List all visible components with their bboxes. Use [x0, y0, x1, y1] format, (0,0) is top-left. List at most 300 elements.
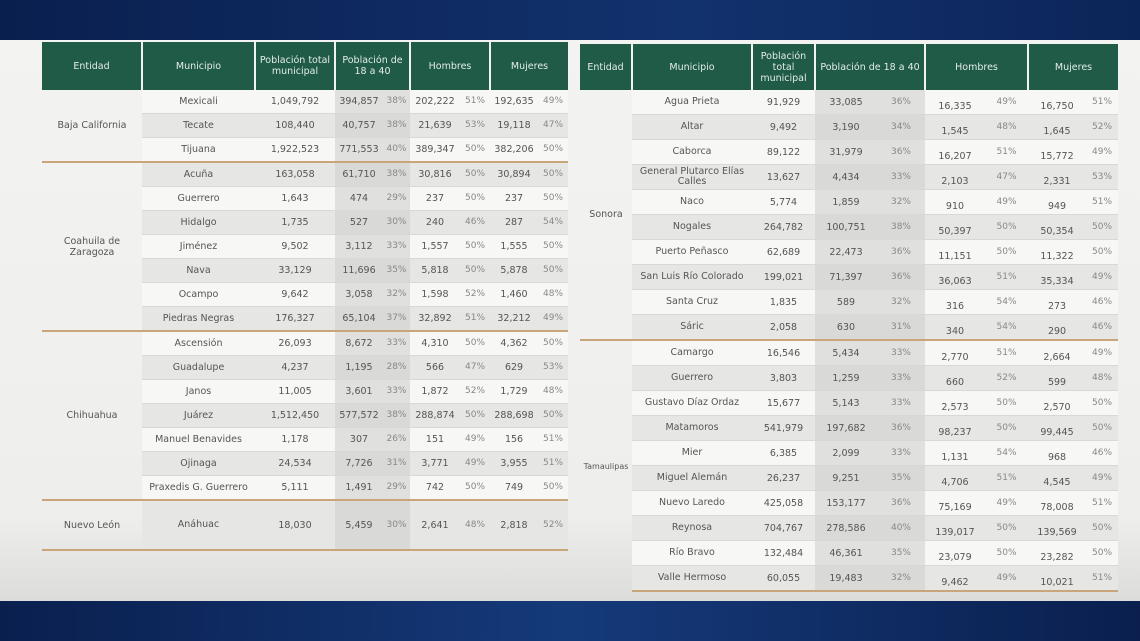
pct-hombres-cell: 49% — [460, 452, 490, 476]
mujeres-cell: 5,878 — [490, 259, 538, 283]
hombres-cell: 75,169 — [925, 491, 985, 516]
mujeres-cell: 4,362 — [490, 331, 538, 356]
poblacion-18-40-cell: 3,601 — [335, 380, 383, 404]
pct-hombres-cell: 49% — [985, 566, 1028, 592]
poblacion-18-40-cell: 33,085 — [815, 90, 877, 115]
pct-mujeres-cell: 48% — [538, 283, 568, 307]
pct-mujeres-cell: 48% — [1086, 366, 1118, 391]
table-row — [580, 90, 1118, 115]
municipio-cell: Jiménez — [142, 235, 255, 259]
hombres-cell: 910 — [925, 190, 985, 215]
pct-18-40-cell: 32% — [383, 283, 410, 307]
pct-18-40-cell: 32% — [877, 290, 925, 315]
hombres-cell: 1,557 — [410, 235, 460, 259]
municipio-cell: Guerrero — [632, 366, 752, 391]
pct-18-40-cell: 35% — [383, 259, 410, 283]
pct-hombres-cell: 52% — [460, 283, 490, 307]
municipio-cell: Manuel Benavides — [142, 428, 255, 452]
pct-mujeres-cell: 52% — [538, 500, 568, 550]
poblacion-total-cell: 1,049,792 — [255, 90, 335, 114]
poblacion-18-40-cell: 197,682 — [815, 416, 877, 441]
hombres-cell: 566 — [410, 356, 460, 380]
pct-hombres-cell: 53% — [460, 114, 490, 138]
hombres-cell: 16,207 — [925, 140, 985, 165]
municipio-cell: Mier — [632, 441, 752, 466]
hombres-cell: 742 — [410, 476, 460, 501]
table-row — [580, 290, 1118, 315]
mujeres-cell: 30,894 — [490, 162, 538, 187]
header-row — [580, 44, 1118, 90]
pct-18-40-cell: 35% — [877, 541, 925, 566]
poblacion-18-40-cell: 577,572 — [335, 404, 383, 428]
poblacion-total-cell: 264,782 — [752, 215, 815, 240]
poblacion-total-cell: 9,492 — [752, 115, 815, 140]
municipio-cell: Anáhuac — [142, 500, 255, 550]
municipio-cell: Guadalupe — [142, 356, 255, 380]
header-hombres: Hombres — [410, 42, 490, 90]
slide — [0, 40, 1140, 601]
pct-18-40-cell: 33% — [877, 441, 925, 466]
poblacion-18-40-cell: 771,553 — [335, 138, 383, 163]
municipio-cell: Puerto Peñasco — [632, 240, 752, 265]
municipio-cell: Agua Prieta — [632, 90, 752, 115]
pct-18-40-cell: 32% — [877, 566, 925, 592]
poblacion-total-cell: 13,627 — [752, 165, 815, 190]
pct-18-40-cell: 36% — [877, 90, 925, 115]
poblacion-total-cell: 62,689 — [752, 240, 815, 265]
poblacion-total-cell: 89,122 — [752, 140, 815, 165]
pct-mujeres-cell: 50% — [1086, 416, 1118, 441]
poblacion-total-cell: 1,178 — [255, 428, 335, 452]
poblacion-18-40-cell: 3,058 — [335, 283, 383, 307]
poblacion-total-cell: 2,058 — [752, 315, 815, 341]
pct-hombres-cell: 51% — [985, 265, 1028, 290]
poblacion-18-40-cell: 1,195 — [335, 356, 383, 380]
poblacion-total-cell: 9,642 — [255, 283, 335, 307]
pct-hombres-cell: 51% — [985, 140, 1028, 165]
pct-18-40-cell: 31% — [877, 315, 925, 341]
pct-18-40-cell: 38% — [383, 162, 410, 187]
municipio-cell: Santa Cruz — [632, 290, 752, 315]
poblacion-18-40-cell: 22,473 — [815, 240, 877, 265]
pct-mujeres-cell: 46% — [1086, 290, 1118, 315]
mujeres-cell: 139,569 — [1028, 516, 1086, 541]
table-row — [580, 541, 1118, 566]
pct-18-40-cell: 38% — [383, 90, 410, 114]
mujeres-cell: 11,322 — [1028, 240, 1086, 265]
poblacion-18-40-cell: 9,251 — [815, 466, 877, 491]
pct-hombres-cell: 50% — [460, 404, 490, 428]
pct-hombres-cell: 47% — [985, 165, 1028, 190]
pct-18-40-cell: 34% — [877, 115, 925, 140]
mujeres-cell: 35,334 — [1028, 265, 1086, 290]
municipio-cell: Reynosa — [632, 516, 752, 541]
table-row — [580, 115, 1118, 140]
poblacion-total-cell: 6,385 — [752, 441, 815, 466]
entidad-cell: Nuevo León — [42, 500, 142, 550]
municipio-cell: Sáric — [632, 315, 752, 341]
pct-hombres-cell: 50% — [985, 391, 1028, 416]
table-row — [580, 391, 1118, 416]
header-poblacion-18-40: Población de 18 a 40 — [335, 42, 410, 90]
poblacion-total-cell: 1,512,450 — [255, 404, 335, 428]
poblacion-18-40-cell: 100,751 — [815, 215, 877, 240]
pct-mujeres-cell: 50% — [538, 187, 568, 211]
pct-mujeres-cell: 50% — [538, 235, 568, 259]
pct-18-40-cell: 38% — [383, 404, 410, 428]
entidad-cell: Tamaulipas — [580, 340, 632, 591]
pct-hombres-cell: 54% — [985, 290, 1028, 315]
hombres-cell: 5,818 — [410, 259, 460, 283]
municipio-cell: San Luis Río Colorado — [632, 265, 752, 290]
pct-hombres-cell: 54% — [985, 441, 1028, 466]
table-row — [580, 466, 1118, 491]
poblacion-18-40-cell: 2,099 — [815, 441, 877, 466]
mujeres-cell: 19,118 — [490, 114, 538, 138]
poblacion-18-40-cell: 5,434 — [815, 340, 877, 366]
pct-18-40-cell: 37% — [383, 307, 410, 332]
pct-hombres-cell: 46% — [460, 211, 490, 235]
mujeres-cell: 2,570 — [1028, 391, 1086, 416]
mujeres-cell: 968 — [1028, 441, 1086, 466]
municipio-cell: Praxedis G. Guerrero — [142, 476, 255, 501]
table-row — [580, 366, 1118, 391]
pct-mujeres-cell: 50% — [538, 138, 568, 163]
pct-mujeres-cell: 53% — [1086, 165, 1118, 190]
table-row — [42, 162, 568, 187]
poblacion-total-cell: 26,093 — [255, 331, 335, 356]
table-row — [580, 516, 1118, 541]
mujeres-cell: 16,750 — [1028, 90, 1086, 115]
hombres-cell: 1,598 — [410, 283, 460, 307]
header-municipio: Municipio — [142, 42, 255, 90]
pct-hombres-cell: 51% — [460, 307, 490, 332]
hombres-cell: 237 — [410, 187, 460, 211]
entidad-cell: Baja California — [57, 120, 127, 131]
table-row — [580, 240, 1118, 265]
poblacion-total-cell: 132,484 — [752, 541, 815, 566]
hombres-cell: 21,639 — [410, 114, 460, 138]
pct-hombres-cell: 51% — [460, 90, 490, 114]
pct-hombres-cell: 47% — [460, 356, 490, 380]
poblacion-total-cell: 1,922,523 — [255, 138, 335, 163]
mujeres-cell: 23,282 — [1028, 541, 1086, 566]
header-poblacion-total: Población total municipal — [752, 44, 815, 90]
pct-hombres-cell: 54% — [985, 315, 1028, 341]
mujeres-cell: 382,206 — [490, 138, 538, 163]
pct-mujeres-cell: 50% — [538, 162, 568, 187]
mujeres-cell: 949 — [1028, 190, 1086, 215]
pct-18-40-cell: 40% — [383, 138, 410, 163]
hombres-cell: 240 — [410, 211, 460, 235]
pct-18-40-cell: 36% — [877, 240, 925, 265]
pct-mujeres-cell: 50% — [1086, 391, 1118, 416]
municipio-cell: Valle Hermoso — [632, 566, 752, 592]
pct-18-40-cell: 40% — [877, 516, 925, 541]
pct-mujeres-cell: 51% — [538, 428, 568, 452]
pct-hombres-cell: 50% — [985, 541, 1028, 566]
municipio-cell: Ocampo — [142, 283, 255, 307]
pct-hombres-cell: 51% — [985, 340, 1028, 366]
mujeres-cell: 4,545 — [1028, 466, 1086, 491]
mujeres-cell: 1,729 — [490, 380, 538, 404]
poblacion-total-cell: 3,803 — [752, 366, 815, 391]
mujeres-cell: 1,460 — [490, 283, 538, 307]
municipio-cell: Altar — [632, 115, 752, 140]
municipio-cell: General Plutarco Elías Calles — [632, 165, 752, 190]
pct-hombres-cell: 48% — [985, 115, 1028, 140]
mujeres-cell: 192,635 — [490, 90, 538, 114]
pct-mujeres-cell: 50% — [1086, 215, 1118, 240]
header-row — [42, 42, 568, 90]
pct-mujeres-cell: 52% — [1086, 115, 1118, 140]
poblacion-total-cell: 704,767 — [752, 516, 815, 541]
poblacion-18-40-cell: 307 — [335, 428, 383, 452]
poblacion-18-40-cell: 1,259 — [815, 366, 877, 391]
hombres-cell: 1,131 — [925, 441, 985, 466]
pct-18-40-cell: 30% — [383, 500, 410, 550]
poblacion-total-cell: 4,237 — [255, 356, 335, 380]
hombres-cell: 4,310 — [410, 331, 460, 356]
poblacion-total-cell: 108,440 — [255, 114, 335, 138]
mujeres-cell: 1,645 — [1028, 115, 1086, 140]
poblacion-total-cell: 18,030 — [255, 500, 335, 550]
poblacion-18-40-cell: 4,434 — [815, 165, 877, 190]
hombres-cell: 32,892 — [410, 307, 460, 332]
mujeres-cell: 1,555 — [490, 235, 538, 259]
poblacion-total-cell: 9,502 — [255, 235, 335, 259]
poblacion-18-40-cell: 11,696 — [335, 259, 383, 283]
hombres-cell: 2,573 — [925, 391, 985, 416]
municipio-cell: Juárez — [142, 404, 255, 428]
pct-18-40-cell: 33% — [383, 331, 410, 356]
mujeres-cell: 99,445 — [1028, 416, 1086, 441]
table-row — [580, 441, 1118, 466]
hombres-cell: 9,462 — [925, 566, 985, 592]
pct-mujeres-cell: 51% — [538, 452, 568, 476]
poblacion-18-40-cell: 589 — [815, 290, 877, 315]
table-row — [580, 215, 1118, 240]
pct-hombres-cell: 50% — [985, 215, 1028, 240]
mujeres-cell: 3,955 — [490, 452, 538, 476]
pct-18-40-cell: 38% — [383, 114, 410, 138]
pct-hombres-cell: 50% — [985, 416, 1028, 441]
poblacion-total-cell: 91,929 — [752, 90, 815, 115]
pct-18-40-cell: 36% — [877, 491, 925, 516]
mujeres-cell: 2,818 — [490, 500, 538, 550]
poblacion-total-cell: 199,021 — [752, 265, 815, 290]
pct-mujeres-cell: 51% — [1086, 491, 1118, 516]
pct-hombres-cell: 49% — [460, 428, 490, 452]
municipio-cell: Hidalgo — [142, 211, 255, 235]
poblacion-18-40-cell: 474 — [335, 187, 383, 211]
pct-mujeres-cell: 48% — [538, 380, 568, 404]
mujeres-cell: 50,354 — [1028, 215, 1086, 240]
hombres-cell: 660 — [925, 366, 985, 391]
poblacion-18-40-cell: 8,672 — [335, 331, 383, 356]
header-poblacion-18-40: Población de 18 a 40 — [815, 44, 925, 90]
pct-mujeres-cell: 46% — [1086, 315, 1118, 341]
poblacion-total-cell: 176,327 — [255, 307, 335, 332]
pct-hombres-cell: 49% — [985, 90, 1028, 115]
municipio-cell: Río Bravo — [632, 541, 752, 566]
pct-mujeres-cell: 47% — [538, 114, 568, 138]
header-entidad: Entidad — [580, 44, 632, 90]
mujeres-cell: 287 — [490, 211, 538, 235]
pct-18-40-cell: 29% — [383, 476, 410, 501]
municipio-cell: Ascensión — [142, 331, 255, 356]
mujeres-cell: 10,021 — [1028, 566, 1086, 592]
poblacion-total-cell: 33,129 — [255, 259, 335, 283]
pct-mujeres-cell: 51% — [1086, 90, 1118, 115]
municipio-cell: Guerrero — [142, 187, 255, 211]
mujeres-cell: 237 — [490, 187, 538, 211]
pct-hombres-cell: 51% — [985, 466, 1028, 491]
hombres-cell: 340 — [925, 315, 985, 341]
poblacion-total-cell: 425,058 — [752, 491, 815, 516]
poblacion-18-40-cell: 278,586 — [815, 516, 877, 541]
pct-mujeres-cell: 53% — [538, 356, 568, 380]
pct-18-40-cell: 28% — [383, 356, 410, 380]
header-poblacion-total: Población total municipal — [255, 42, 335, 90]
table-row — [580, 165, 1118, 190]
hombres-cell: 23,079 — [925, 541, 985, 566]
pct-hombres-cell: 49% — [985, 190, 1028, 215]
poblacion-18-40-cell: 1,491 — [335, 476, 383, 501]
poblacion-18-40-cell: 5,143 — [815, 391, 877, 416]
mujeres-cell: 629 — [490, 356, 538, 380]
pct-18-40-cell: 38% — [877, 215, 925, 240]
header-entidad: Entidad — [42, 42, 142, 90]
video-frame-bottom — [0, 601, 1140, 641]
hombres-cell: 316 — [925, 290, 985, 315]
poblacion-18-40-cell: 394,857 — [335, 90, 383, 114]
pct-18-40-cell: 33% — [383, 380, 410, 404]
hombres-cell: 50,397 — [925, 215, 985, 240]
entidad-cell: Sonora — [589, 209, 623, 220]
municipio-cell: Naco — [632, 190, 752, 215]
municipio-cell: Caborca — [632, 140, 752, 165]
table-row — [42, 90, 568, 114]
pct-mujeres-cell: 50% — [538, 259, 568, 283]
municipios-table-right — [580, 44, 1118, 592]
pct-hombres-cell: 50% — [985, 240, 1028, 265]
municipio-cell: Tecate — [142, 114, 255, 138]
pct-mujeres-cell: 49% — [1086, 140, 1118, 165]
video-frame-top — [0, 0, 1140, 40]
mujeres-cell: 749 — [490, 476, 538, 501]
pct-18-40-cell: 30% — [383, 211, 410, 235]
pct-hombres-cell: 50% — [460, 476, 490, 501]
pct-18-40-cell: 33% — [383, 235, 410, 259]
poblacion-18-40-cell: 61,710 — [335, 162, 383, 187]
poblacion-total-cell: 5,774 — [752, 190, 815, 215]
municipio-cell: Matamoros — [632, 416, 752, 441]
table-row — [42, 500, 568, 550]
pct-hombres-cell: 50% — [460, 331, 490, 356]
pct-hombres-cell: 52% — [460, 380, 490, 404]
hombres-cell: 2,770 — [925, 340, 985, 366]
mujeres-cell: 288,698 — [490, 404, 538, 428]
hombres-cell: 288,874 — [410, 404, 460, 428]
pct-hombres-cell: 50% — [985, 516, 1028, 541]
poblacion-18-40-cell: 40,757 — [335, 114, 383, 138]
pct-mujeres-cell: 46% — [1086, 441, 1118, 466]
mujeres-cell: 2,331 — [1028, 165, 1086, 190]
municipio-cell: Mexicali — [142, 90, 255, 114]
poblacion-18-40-cell: 153,177 — [815, 491, 877, 516]
entidad-cell: Coahuila de Zaragoza — [42, 162, 142, 331]
table-row — [580, 315, 1118, 341]
table-row — [580, 566, 1118, 592]
mujeres-cell: 2,664 — [1028, 340, 1086, 366]
pct-18-40-cell: 35% — [877, 466, 925, 491]
hombres-cell: 202,222 — [410, 90, 460, 114]
hombres-cell: 2,641 — [410, 500, 460, 550]
pct-18-40-cell: 33% — [877, 391, 925, 416]
pct-18-40-cell: 29% — [383, 187, 410, 211]
pct-hombres-cell: 48% — [460, 500, 490, 550]
poblacion-18-40-cell: 630 — [815, 315, 877, 341]
municipio-cell: Janos — [142, 380, 255, 404]
poblacion-total-cell: 1,643 — [255, 187, 335, 211]
mujeres-cell: 78,008 — [1028, 491, 1086, 516]
poblacion-18-40-cell: 3,190 — [815, 115, 877, 140]
poblacion-total-cell: 16,546 — [752, 340, 815, 366]
pct-18-40-cell: 26% — [383, 428, 410, 452]
pct-mujeres-cell: 50% — [538, 404, 568, 428]
pct-18-40-cell: 33% — [877, 165, 925, 190]
entidad-cell: Chihuahua — [42, 331, 142, 500]
pct-mujeres-cell: 49% — [1086, 466, 1118, 491]
municipio-cell: Piedras Negras — [142, 307, 255, 332]
hombres-cell: 30,816 — [410, 162, 460, 187]
pct-18-40-cell: 36% — [877, 140, 925, 165]
pct-mujeres-cell: 50% — [538, 476, 568, 501]
mujeres-cell: 15,772 — [1028, 140, 1086, 165]
table-row — [580, 340, 1118, 366]
mujeres-cell: 290 — [1028, 315, 1086, 341]
header-mujeres: Mujeres — [490, 42, 568, 90]
pct-mujeres-cell: 50% — [1086, 516, 1118, 541]
table-row — [580, 190, 1118, 215]
pct-hombres-cell: 50% — [460, 235, 490, 259]
pct-18-40-cell: 32% — [877, 190, 925, 215]
pct-hombres-cell: 50% — [460, 259, 490, 283]
table-row — [580, 265, 1118, 290]
pct-mujeres-cell: 51% — [1086, 566, 1118, 592]
hombres-cell: 98,237 — [925, 416, 985, 441]
mujeres-cell: 32,212 — [490, 307, 538, 332]
hombres-cell: 2,103 — [925, 165, 985, 190]
hombres-cell: 1,545 — [925, 115, 985, 140]
poblacion-18-40-cell: 31,979 — [815, 140, 877, 165]
municipio-cell: Nava — [142, 259, 255, 283]
hombres-cell: 4,706 — [925, 466, 985, 491]
pct-18-40-cell: 36% — [877, 416, 925, 441]
pct-mujeres-cell: 49% — [538, 307, 568, 332]
header-hombres: Hombres — [925, 44, 1028, 90]
municipio-cell: Nuevo Laredo — [632, 491, 752, 516]
poblacion-18-40-cell: 65,104 — [335, 307, 383, 332]
poblacion-18-40-cell: 7,726 — [335, 452, 383, 476]
pct-18-40-cell: 33% — [877, 366, 925, 391]
pct-hombres-cell: 50% — [460, 162, 490, 187]
poblacion-18-40-cell: 527 — [335, 211, 383, 235]
poblacion-18-40-cell: 1,859 — [815, 190, 877, 215]
mujeres-cell: 599 — [1028, 366, 1086, 391]
poblacion-total-cell: 163,058 — [255, 162, 335, 187]
